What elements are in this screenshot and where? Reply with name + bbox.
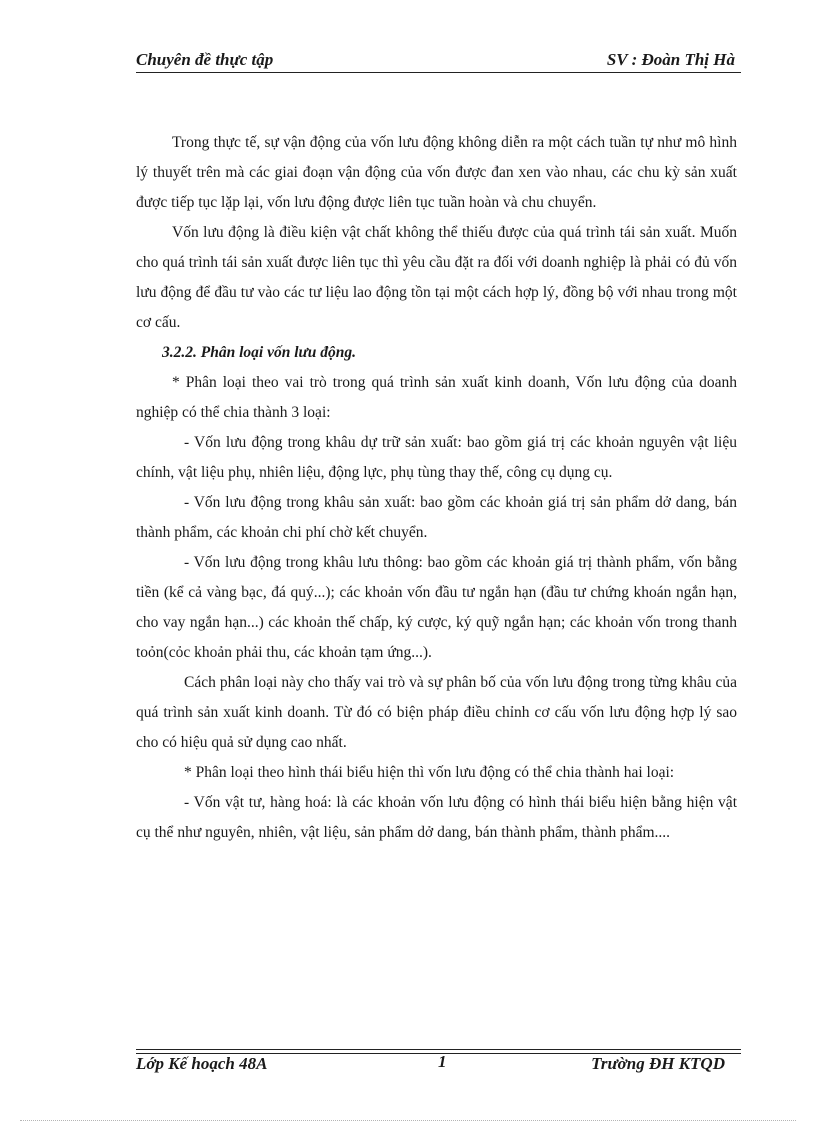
page-footer [136,1054,741,1078]
header-title: Chuyên đề thực tập [136,50,274,69]
list-item: - Vốn lưu động trong khâu lưu thông: bao gồm các khoản giá trị thành phẩm, vốn bằng tiền (kể cả vàng bạc, đá quý...); các khoản vốn đầu tư ngắn hạn (đầu tư chứng khoán ngắn hạn, cho vay ngắn hạn...) các khoản thế chấp, ký cược, ký quỹ ngắn hạn; các khoản vốn trong thanh toỏn(cỏc khoản phải thu, các khoản tạm ứng...). [136,554,737,661]
paragraph: * Phân loại theo hình thái biểu hiện thì vốn lưu động có thể chia thành hai loại: [184,764,675,781]
footer-divider [136,1049,741,1050]
document-body [136,128,737,848]
page-number: 1 [438,1052,447,1071]
section-heading: 3.2.2. Phân loại vốn lưu động. [162,344,357,361]
page-edge-dotted-line [20,1120,796,1121]
footer-school: Trường ĐH KTQD [591,1054,725,1073]
page-header [136,48,741,72]
header-divider [136,72,741,73]
list-item: - Vốn vật tư, hàng hoá: là các khoản vốn lưu động có hình thái biểu hiện bằng hiện vật cụ thể như nguyên, nhiên, vật liệu, sản phẩm dở dang, bán thành phẩm, thành phẩm.... [136,794,737,841]
paragraph: Vốn lưu động là điều kiện vật chất không thể thiếu được của quá trình tái sản xuất. Muốn cho quá trình tái sản xuất được liên tục thì yêu cầu đặt ra đối với doanh nghiệp là phải có đủ vốn lưu động để đầu tư vào các tư liệu lao động tồn tại một cách hợp lý, đồng bộ với nhau trong một cơ cấu. [136,224,737,331]
paragraph: Trong thực tế, sự vận động của vốn lưu động không diễn ra một cách tuần tự như mô hình lý thuyết trên mà các giai đoạn vận động của vốn được đan xen vào nhau, các chu kỳ sản xuất được tiếp tục lặp lại, vốn lưu động được liên tục tuần hoàn và chu chuyển. [136,134,737,211]
footer-class: Lớp Kế hoạch 48A [136,1054,268,1073]
header-author: SV : Đoàn Thị Hà [606,50,735,69]
paragraph: * Phân loại theo vai trò trong quá trình sản xuất kinh doanh, Vốn lưu động của doanh nghiệp có thể chia thành 3 loại: [136,374,737,421]
list-item: - Vốn lưu động trong khâu dự trữ sản xuất: bao gồm giá trị các khoản nguyên vật liệu chính, vật liệu phụ, nhiên liệu, động lực, phụ tùng thay thế, công cụ dụng cụ. [136,434,737,481]
paragraph: Cách phân loại này cho thấy vai trò và sự phân bố của vốn lưu động trong từng khâu của quá trình sản xuất kinh doanh. Từ đó có biện pháp điều chỉnh cơ cấu vốn lưu động hợp lý sao cho có hiệu quả sử dụng cao nhất. [136,674,737,751]
list-item: - Vốn lưu động trong khâu sản xuất: bao gồm các khoản giá trị sản phẩm dở dang, bán thành phẩm, các khoản chi phí chờ kết chuyển. [136,494,737,541]
